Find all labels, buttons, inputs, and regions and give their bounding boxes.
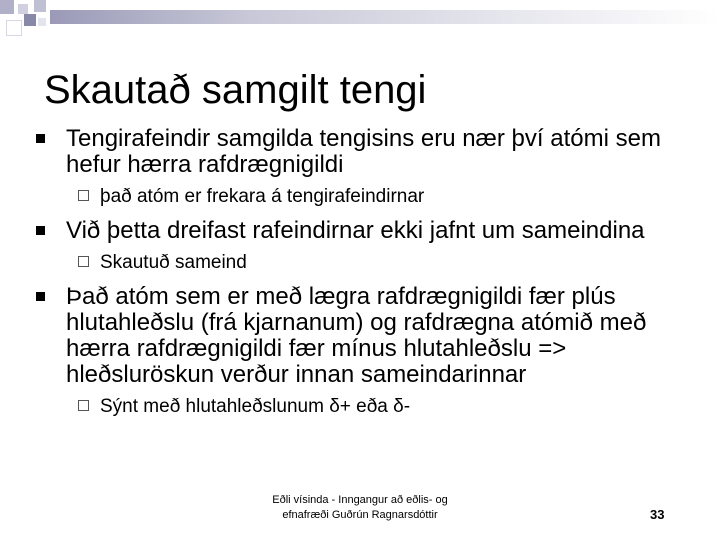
slide-footer — [230, 493, 490, 523]
slide-title: Skautað samgilt tengi — [44, 68, 427, 112]
sub-bullet-text: það atóm er frekara á tengirafeindirnar — [100, 186, 425, 207]
footer-line: efnafræði Guðrún Ragnarsdóttir — [282, 509, 438, 521]
square-bullet-icon — [36, 292, 45, 301]
slide-content — [36, 126, 686, 428]
bullet-item — [36, 126, 686, 178]
sub-bullet-text: Skautuð sameind — [100, 252, 247, 273]
square-bullet-icon — [36, 226, 45, 235]
checkbox-bullet-icon — [78, 190, 89, 201]
square-bullet-icon — [36, 134, 45, 143]
checkbox-bullet-icon — [78, 400, 89, 411]
bullet-item — [36, 284, 686, 388]
bullet-text: Við þetta dreifast rafeindirnar ekki jafnt um sameindina — [66, 217, 645, 244]
page-number: 33 — [650, 507, 665, 522]
bullet-text: Það atóm sem er með lægra rafdrægnigildi fær plús hlutahleðslu (frá kjarnanum) og rafdrægna atómið með hærra rafdrægnigildi fær mínus hlutahleðslu => hleðsluröskun verður innan sameindarinnar — [66, 283, 647, 388]
checkbox-bullet-icon — [78, 256, 89, 267]
sub-bullet-text: Sýnt með hlutahleðslunum δ+ eða δ- — [100, 396, 411, 417]
footer-line: Eðli vísinda - Inngangur að eðlis- og — [272, 494, 448, 506]
bullet-text: Tengirafeindir samgilda tengisins eru nær því atómi sem hefur hærra rafdrægnigildi — [66, 125, 661, 178]
header-gradient-bar — [50, 10, 720, 24]
sub-bullet-item — [36, 396, 686, 418]
sub-bullet-item — [36, 252, 686, 274]
bullet-item — [36, 218, 686, 244]
sub-bullet-item — [36, 186, 686, 208]
